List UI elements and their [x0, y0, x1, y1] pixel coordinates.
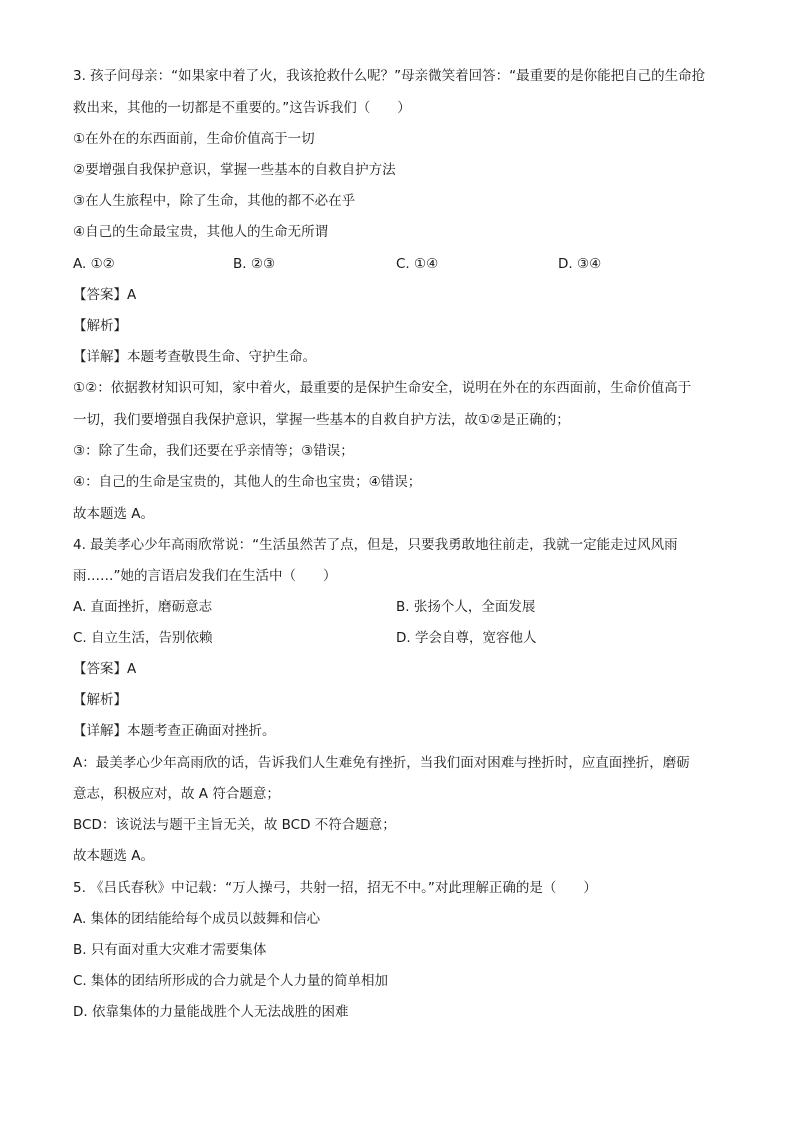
q3-item-4: ④自己的生命最宝贵，其他人的生命无所谓 — [73, 224, 329, 240]
q3-explanation-3: ④：自己的生命是宝贵的，其他人的生命也宝贵；④错误； — [73, 474, 422, 490]
q5-option-c: C. 集体的团结所形成的合力就是个人力量的简单相加 — [73, 973, 389, 989]
q3-conclusion: 故本题选 A。 — [73, 506, 155, 522]
q4-explanation-1-line2: 意志，积极应对，故 A 符合题意； — [73, 786, 280, 802]
q4-explanation-1-line1: A：最美孝心少年高雨欣的话，告诉我们人生难免有挫折，当我们面对困难与挫折时，应直面挫折，磨砺 — [73, 755, 690, 771]
q3-option-d: D. ③④ — [558, 256, 602, 272]
q4-explanation-2: BCD：该说法与题干主旨无关，故 BCD 不符合题意； — [73, 817, 396, 833]
q4-option-c: C. 自立生活，告别依赖 — [73, 630, 213, 646]
q3-item-2: ②要增强自我保护意识，掌握一些基本的自救自护方法 — [73, 162, 396, 178]
q4-option-d: D. 学会自尊，宽容他人 — [396, 630, 537, 646]
q4-option-a: A. 直面挫折，磨砺意志 — [73, 599, 213, 615]
q3-stem-line2: 救出来，其他的一切都是不重要的。”这告诉我们（ ） — [73, 100, 411, 116]
q3-item-1: ①在外在的东西面前，生命价值高于一切 — [73, 131, 315, 147]
q3-option-b: B. ②③ — [233, 256, 276, 272]
q3-stem-line1: 3. 孩子问母亲：“如果家中着了火，我该抢救什么呢？”母亲微笑着回答：“最重要的是你能把自己的生命抢 — [73, 68, 706, 84]
q3-analysis-label: 【解析】 — [73, 318, 127, 334]
q3-explanation-2: ③：除了生命，我们还要在乎亲情等；③错误； — [73, 443, 354, 459]
q3-explanation-1-line2: 一切，我们要增强自我保护意识，掌握一些基本的自救自护方法，故①②是正确的； — [73, 412, 570, 428]
q4-answer: 【答案】A — [73, 661, 137, 677]
q4-option-b: B. 张扬个人，全面发展 — [396, 599, 536, 615]
q5-stem: 5. 《吕氏春秋》中记载：“万人操弓，共射一招，招无不中。”对此理解正确的是（ ） — [73, 880, 597, 896]
q3-option-c: C. ①④ — [396, 256, 439, 272]
q4-conclusion: 故本题选 A。 — [73, 848, 155, 864]
q4-stem-line2: 雨……”她的言语启发我们在生活中（ ） — [73, 568, 337, 584]
q4-analysis-label: 【解析】 — [73, 692, 127, 708]
q3-explanation-1-line1: ①②：依据教材知识可知，家中着火，最重要的是保护生命安全，说明在外在的东西面前，生命价值高于 — [73, 380, 692, 396]
q3-item-3: ③在人生旅程中，除了生命，其他的都不必在乎 — [73, 193, 356, 209]
q5-option-b: B. 只有面对重大灾难才需要集体 — [73, 942, 267, 958]
q3-answer: 【答案】A — [73, 287, 137, 303]
q5-option-d: D. 依靠集体的力量能战胜个人无法战胜的困难 — [73, 1004, 349, 1020]
q4-stem-line1: 4. 最美孝心少年高雨欣常说：“生活虽然苦了点，但是，只要我勇敢地往前走，我就一定能走过风风雨 — [73, 537, 678, 553]
q4-detail: 【详解】本题考查正确面对挫折。 — [73, 723, 276, 739]
q5-option-a: A. 集体的团结能给每个成员以鼓舞和信心 — [73, 911, 321, 927]
q3-option-a: A. ①② — [73, 256, 115, 272]
q3-detail: 【详解】本题考查敬畏生命、守护生命。 — [73, 349, 316, 365]
